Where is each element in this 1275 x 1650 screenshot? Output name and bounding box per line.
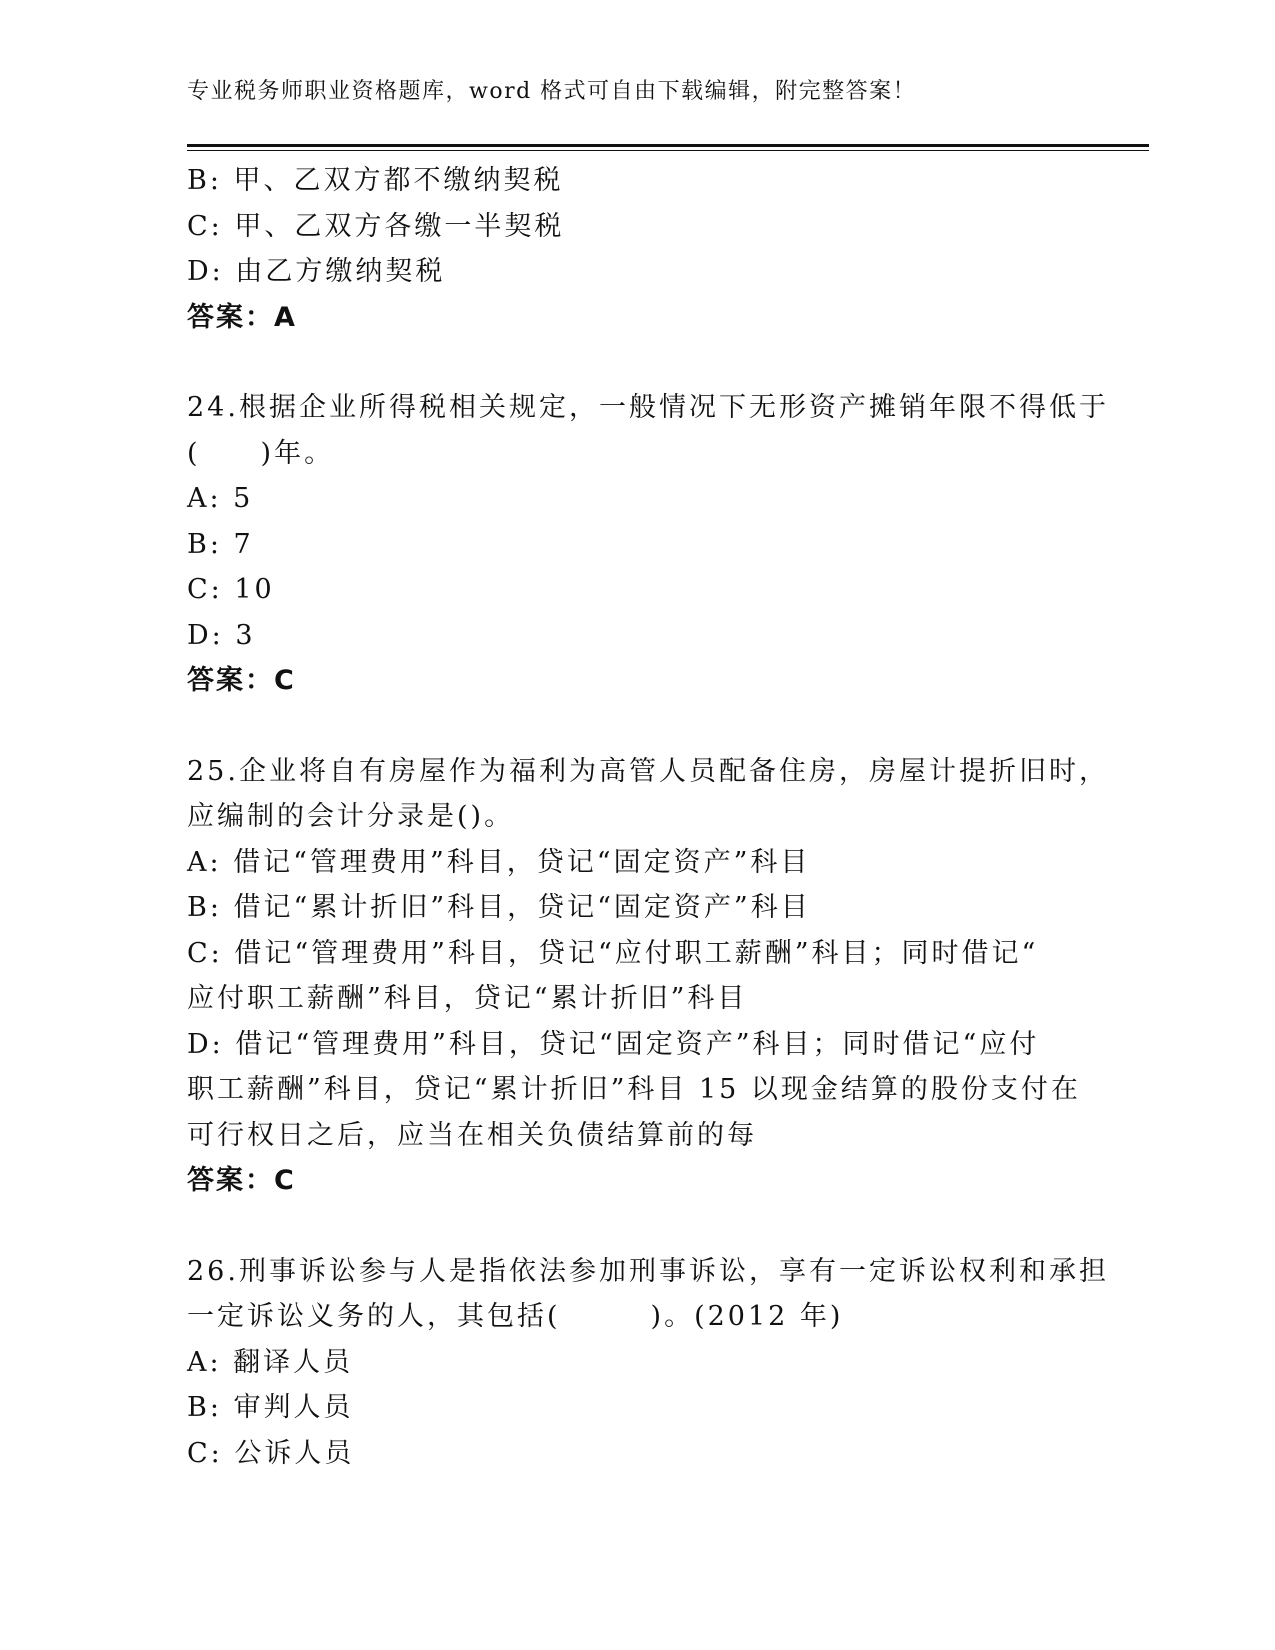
answer: 答案：C — [187, 665, 296, 696]
option-a: A: 翻译人员 — [187, 1346, 354, 1378]
option-c-continued: 应付职工薪酬”科目，贷记“累计折旧”科目 — [187, 983, 748, 1014]
answer: 答案：C — [187, 1165, 296, 1196]
option-a: A: 借记“管理费用”科目，贷记“固定资产”科目 — [187, 846, 811, 878]
question-23 — [187, 158, 1077, 340]
option-a: A: 5 — [187, 483, 254, 514]
question-stem: 一定诉讼义务的人，其包括( )。(2012 年) — [187, 1301, 844, 1332]
question-stem: 25.企业将自有房屋作为福利为高管人员配备住房，房屋计提折旧时， — [187, 755, 1109, 787]
header-note: 专业税务师职业资格题库，word 格式可自由下载编辑，附完整答案！ — [187, 79, 917, 104]
header-rule-thick — [187, 144, 1149, 147]
option-c: C: 10 — [187, 574, 275, 605]
option-b: B: 7 — [187, 528, 254, 560]
option-b: B: 甲、乙双方都不缴纳契税 — [187, 165, 564, 196]
option-b: B: 借记“累计折旧”科目，贷记“固定资产”科目 — [187, 892, 811, 923]
option-d: D: 3 — [187, 619, 256, 651]
option-d: D: 借记“管理费用”科目，贷记“固定资产”科目；同时借记“应付 — [187, 1028, 1040, 1060]
header-rule-thin — [187, 150, 1149, 151]
question-26 — [187, 1249, 1109, 1477]
question-stem: 24.根据企业所得税相关规定，一般情况下无形资产摊销年限不得低于 — [187, 392, 1109, 423]
option-d-continued: 职工薪酬”科目，贷记“累计折旧”科目 15 以现金结算的股份支付在 — [187, 1074, 1081, 1105]
question-24 — [187, 385, 1109, 704]
option-d: D: 由乙方缴纳契税 — [187, 256, 446, 287]
option-c: C: 公诉人员 — [187, 1437, 355, 1469]
question-stem: ( )年。 — [187, 437, 335, 469]
option-b: B: 审判人员 — [187, 1392, 354, 1423]
question-stem: 应编制的会计分录是()。 — [187, 801, 515, 832]
question-25 — [187, 749, 1109, 1204]
question-stem: 26.刑事诉讼参与人是指依法参加刑事诉讼，享有一定诉讼权利和承担 — [187, 1255, 1109, 1287]
option-c: C: 甲、乙双方各缴一半契税 — [187, 210, 565, 242]
answer: 答案：A — [187, 301, 297, 333]
option-d-continued: 可行权日之后，应当在相关负债结算前的每 — [187, 1119, 757, 1151]
option-c: C: 借记“管理费用”科目，贷记“应付职工薪酬”科目；同时借记“ — [187, 937, 1039, 969]
question-content — [187, 158, 1109, 1476]
